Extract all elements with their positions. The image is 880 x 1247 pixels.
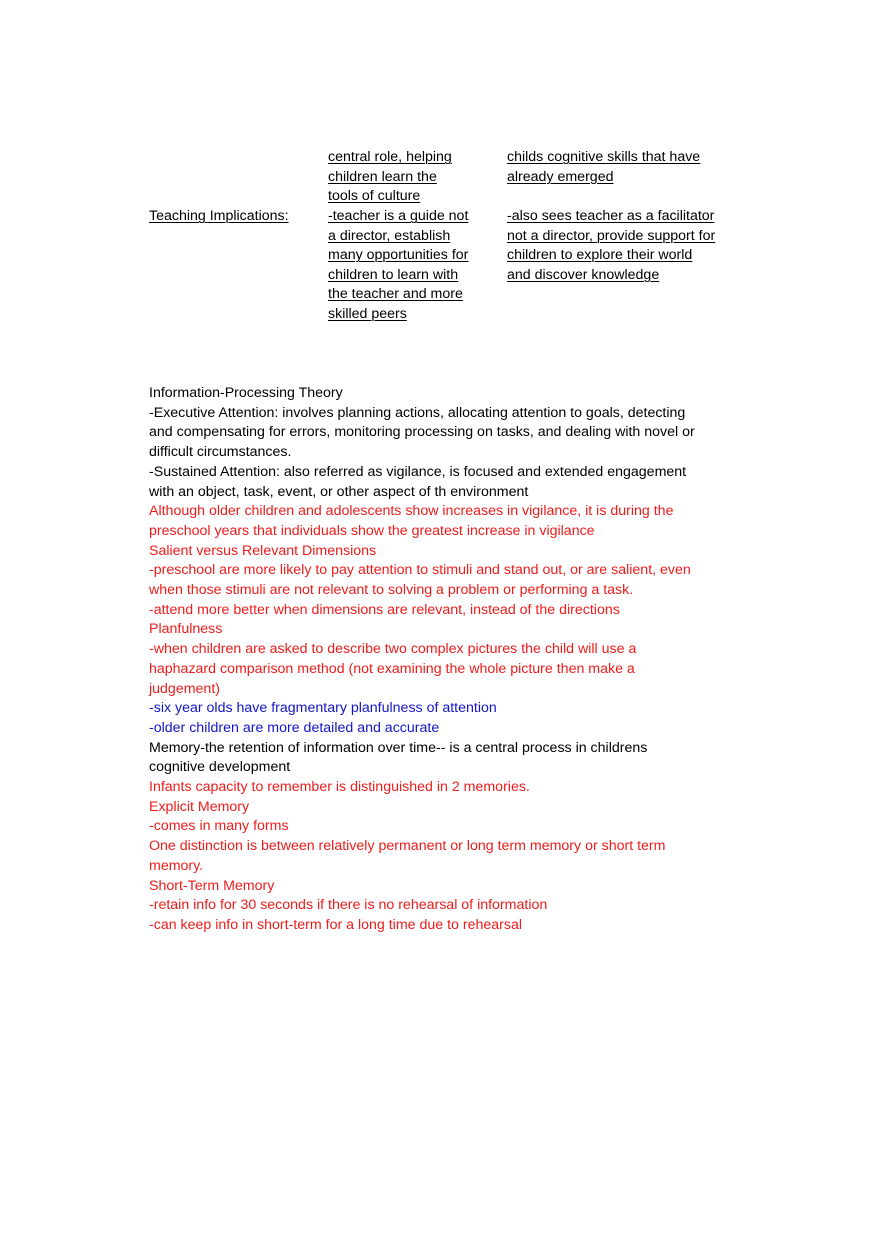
note-line: when those stimuli are not relevant to solving a problem or performing a task. — [149, 582, 634, 599]
note-line: Explicit Memory — [149, 798, 250, 815]
note-line: Short-Term Memory — [149, 877, 275, 894]
table-cell-line: central role, helping — [328, 149, 452, 165]
table-cell-line: skilled peers — [328, 305, 407, 322]
table-cell-line: childs cognitive skills that have — [507, 149, 701, 165]
table-cell-line: children to learn with — [328, 266, 459, 283]
note-line: -Executive Attention: involves planning actions, allocating attention to goals, detecting — [149, 404, 686, 421]
table-cell-line: tools of culture — [328, 188, 421, 205]
note-line: Infants capacity to remember is distinguished in 2 memories. — [149, 779, 530, 796]
teaching-row-col3 — [507, 207, 715, 285]
table-cell-line: a director, establish — [328, 227, 451, 244]
table-cell-line: children learn the — [328, 168, 437, 185]
table-cell-line: and discover knowledge — [507, 266, 660, 283]
table-cell-line: children to explore their world — [507, 247, 693, 264]
teaching-implications-label — [149, 207, 289, 227]
note-line: judgement) — [149, 680, 220, 697]
note-line: -when children are asked to describe two complex pictures the child will use a — [149, 641, 637, 658]
table-cell-line: many opportunities for — [328, 247, 469, 264]
table-cell-line: -also sees teacher as a facilitator — [507, 208, 715, 224]
note-line: -older children are more detailed and accurate — [149, 719, 440, 736]
note-line: Information-Processing Theory — [149, 385, 343, 401]
note-line: Although older children and adolescents show increases in vigilance, it is during the — [149, 503, 674, 520]
teaching-row-col2 — [328, 207, 468, 325]
note-line: Salient versus Relevant Dimensions — [149, 542, 377, 559]
note-line: Memory-the retention of information over time-- is a central process in childrens — [149, 739, 648, 756]
note-line: Planfulness — [149, 621, 223, 638]
note-line: haphazard comparison method (not examining the whole picture then make a — [149, 660, 635, 677]
row-label: Teaching Implications: — [149, 208, 289, 224]
note-line: -can keep info in short-term for a long time due to rehearsal — [149, 916, 523, 933]
note-line: One distinction is between relatively permanent or long term memory or short term — [149, 838, 666, 855]
note-line: -retain info for 30 seconds if there is no rehearsal of information — [149, 897, 548, 914]
note-line: cognitive development — [149, 759, 291, 776]
notes-body — [149, 384, 749, 936]
note-line: -attend more better when dimensions are relevant, instead of the directions — [149, 601, 620, 618]
note-line: with an object, task, event, or other aspect of th environment — [149, 483, 529, 500]
note-line: -Sustained Attention: also referred as vigilance, is focused and extended engagement — [149, 463, 687, 480]
note-line: memory. — [149, 857, 204, 874]
note-line: -preschool are more likely to pay attention to stimuli and stand out, or are salient, even — [149, 562, 691, 579]
note-line: -comes in many forms — [149, 818, 289, 835]
table-cell-line: -teacher is a guide not — [328, 208, 469, 224]
note-line: and compensating for errors, monitoring processing on tasks, and dealing with novel or — [149, 424, 695, 441]
table-top-row-col3 — [507, 148, 700, 187]
table-cell-line: the teacher and more — [328, 286, 463, 303]
note-line: -six year olds have fragmentary planfulness of attention — [149, 700, 497, 717]
note-line: preschool years that individuals show the greatest increase in vigilance — [149, 522, 595, 539]
note-line: difficult circumstances. — [149, 444, 292, 461]
table-cell-line: already emerged — [507, 168, 614, 185]
table-cell-line: not a director, provide support for — [507, 227, 716, 244]
table-top-row-col2 — [328, 148, 452, 207]
